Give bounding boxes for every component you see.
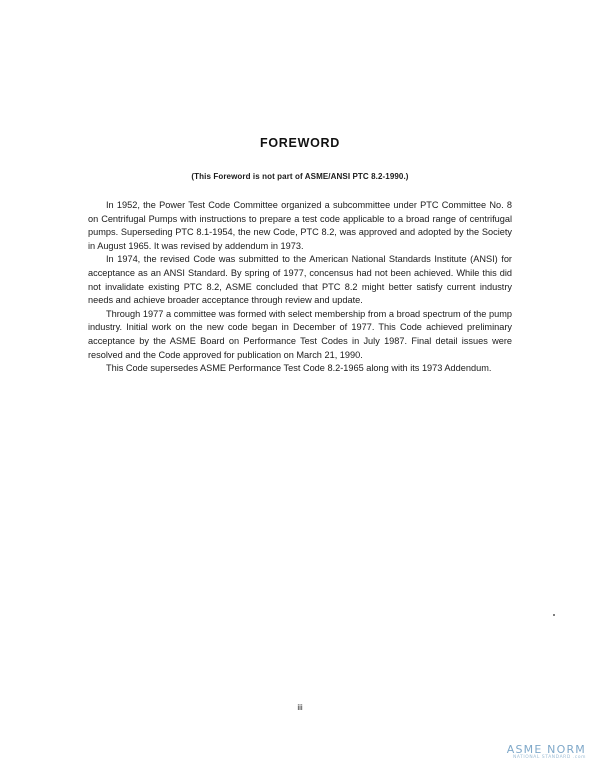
watermark: [507, 744, 586, 761]
watermark-subtitle: NATIONAL STANDARD .com: [512, 755, 586, 761]
foreword-section: [88, 136, 512, 376]
page-title: FOREWORD: [260, 136, 340, 150]
stray-mark: [553, 614, 555, 616]
watermark-title: ASME NORM: [506, 742, 586, 756]
foreword-note: (This Foreword is not part of ASME/ANSI PTC 8.2-1990.): [191, 172, 409, 181]
paragraph-3: Through 1977 a committee was formed with select membership from a broad spectrum of the pump industry. Initial work on the new code began in December of 1977. This Code achieved preliminary acceptance by the ASME Board on Performance Test Codes in July 1987. Final detail issues were resolved and the Code approved for publication on March 21, 1990.: [88, 308, 512, 360]
paragraph-4: This Code supersedes ASME Performance Test Code 8.2-1965 along with its 1973 Addendum.: [106, 363, 492, 374]
paragraph-2: In 1974, the revised Code was submitted to the American National Standards Institute (ANSI) for acceptance as an ANSI Standard. By spring of 1977, concensus had not been achieved. While this did not invalidate existing PTC 8.2, ASME concluded that PTC 8.2 might better satisfy current industry needs and achieve broader acceptance through review and update.: [88, 254, 512, 306]
page-number: iii: [297, 703, 303, 712]
paragraph-1: In 1952, the Power Test Code Committee organized a subcommittee under PTC Committee No. 8 on Centrifugal Pumps with instructions to prepare a test code applicable to a broad range of centrifugal pumps. Superseding PTC 8.1-1954, the new Code, PTC 8.2, was approved and adopted by the Society in August 1965. It was revised by addendum in 1973.: [88, 200, 512, 251]
